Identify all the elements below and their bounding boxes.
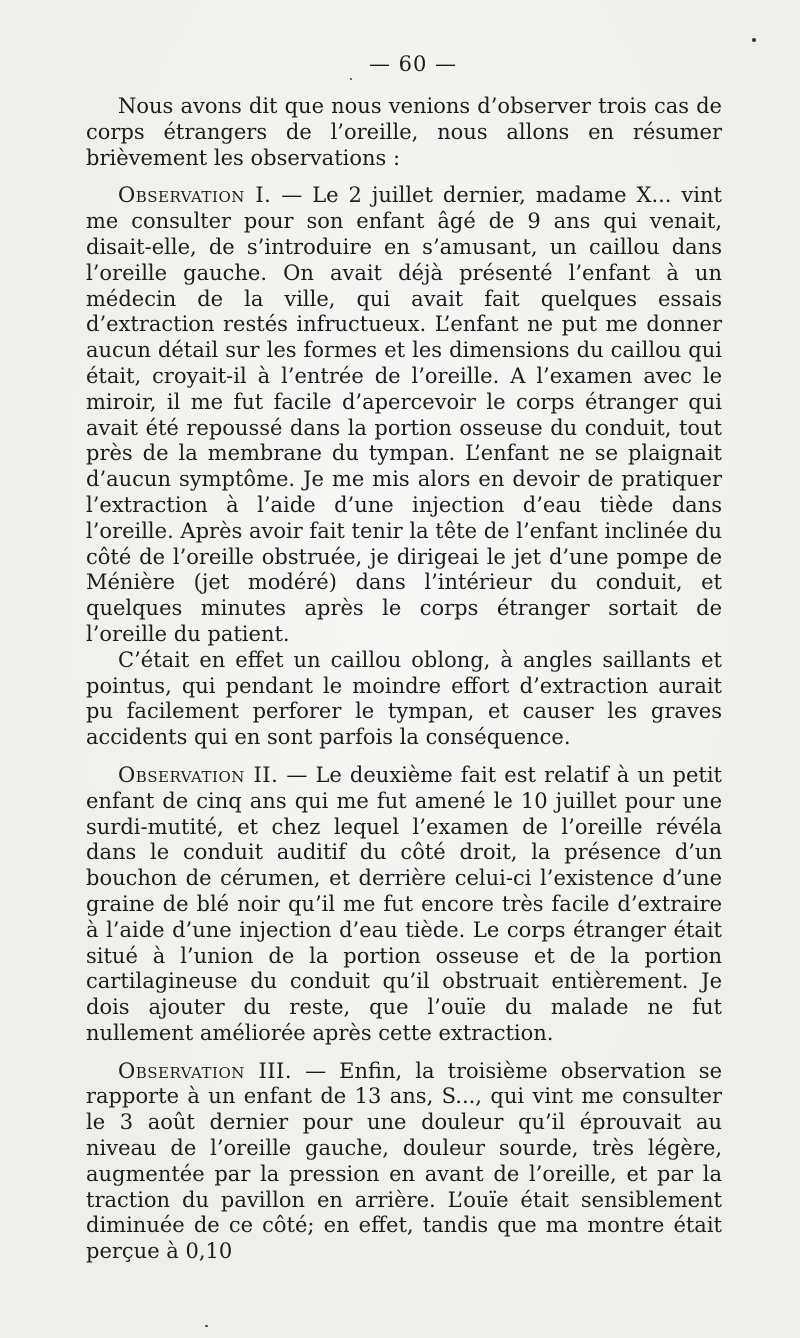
observation-3-heading: Observation III. — [118, 1058, 293, 1083]
print-speck — [205, 1325, 208, 1327]
intro-paragraph: Nous avons dit que nous venions d’observer trois cas de corps étrangers de l’oreille, nous allons en résumer brièvement les observations : — [86, 94, 722, 170]
observation-1-body: Le 2 juillet dernier, madame X... vint me consulter pour son enfant âgé de 9 ans qui venait, disait-elle, de s’introduire en s’amusant, un caillou dans l’oreille gauche. On avait déjà présenté l’enfant à un médecin de la ville, qui avait fait quelques essais d’extraction restés infructueux. L’enfant ne put me donner aucun détail sur les formes et les dimensions du caillou qui était, croyait-il à l’entrée de l’oreille. A l’examen avec le miroir, il me fut facile d’apercevoir le corps étranger qui avait été repoussé dans la portion osseuse du conduit, tout près de la membrane du tympan. L’enfant ne se plaignait d’aucun symptôme. Je me mis alors en devoir de pratiquer l’extraction à l’aide d’une injection d’eau tiède dans l’oreille. Après avoir fait tenir la tête de l’enfant inclinée du côté de l’oreille obstruée, je dirigeai le jet d’une pompe de Ménière (jet modéré) dans l’intérieur du conduit, et quelques minutes après le corps étranger sortait de l’oreille du patient. — [86, 183, 722, 646]
observation-3-paragraph — [86, 1059, 722, 1265]
observation-2-body: Le deuxième fait est relatif à un petit enfant de cinq ans qui me fut amené le 10 juillet pour une surdi-mutité, et chez lequel l’examen de l’oreille révéla dans le conduit auditif du côté droit, la présence d’un bouchon de cérumen, et derrière celui-ci l’existence d’une graine de blé noir qu’il me fut encore très facile d’extraire à l’aide d’une injection d’eau tiède. Le corps étranger était situé à l’union de la portion osseuse et de la portion cartilagineuse du conduit qu’il obstruait entièrement. Je dois ajouter du reste, que l’ouïe du malade ne fut nullement améliorée après cette extraction. — [86, 762, 722, 1045]
observation-1-dash: — — [271, 183, 313, 208]
continuation-paragraph: C’était en effet un caillou oblong, à angles saillants et pointus, qui pendant le moindre effort d’extraction aurait pu facilement perforer le tympan, et causer les graves accidents qui en sont parfois la conséquence. — [86, 647, 722, 750]
observation-2-heading: Observation II. — [118, 762, 279, 787]
observation-3-body: Enfin, la troisième observation se rapporte à un enfant de 13 ans, S..., qui vint me consulter le 3 août dernier pour une douleur qu’il éprouvait au niveau de l’oreille gauche, douleur sourde, très légère, augmentée par la pression en avant de l’oreille, et par la traction du pavillon en arrière. L’ouïe était sensiblement diminuée de ce côté; en effet, tandis que ma montre était perçue à 0,10 — [86, 1058, 723, 1264]
observation-2-paragraph — [86, 763, 722, 1047]
print-speck — [350, 78, 352, 80]
observation-1-heading: Observation I. — [118, 183, 272, 208]
observation-1-paragraph — [86, 183, 722, 647]
print-speck — [752, 38, 756, 42]
observation-3-dash: — — [292, 1058, 340, 1083]
observation-2-dash: — — [278, 762, 316, 787]
page-number: — 60 — — [368, 52, 458, 76]
